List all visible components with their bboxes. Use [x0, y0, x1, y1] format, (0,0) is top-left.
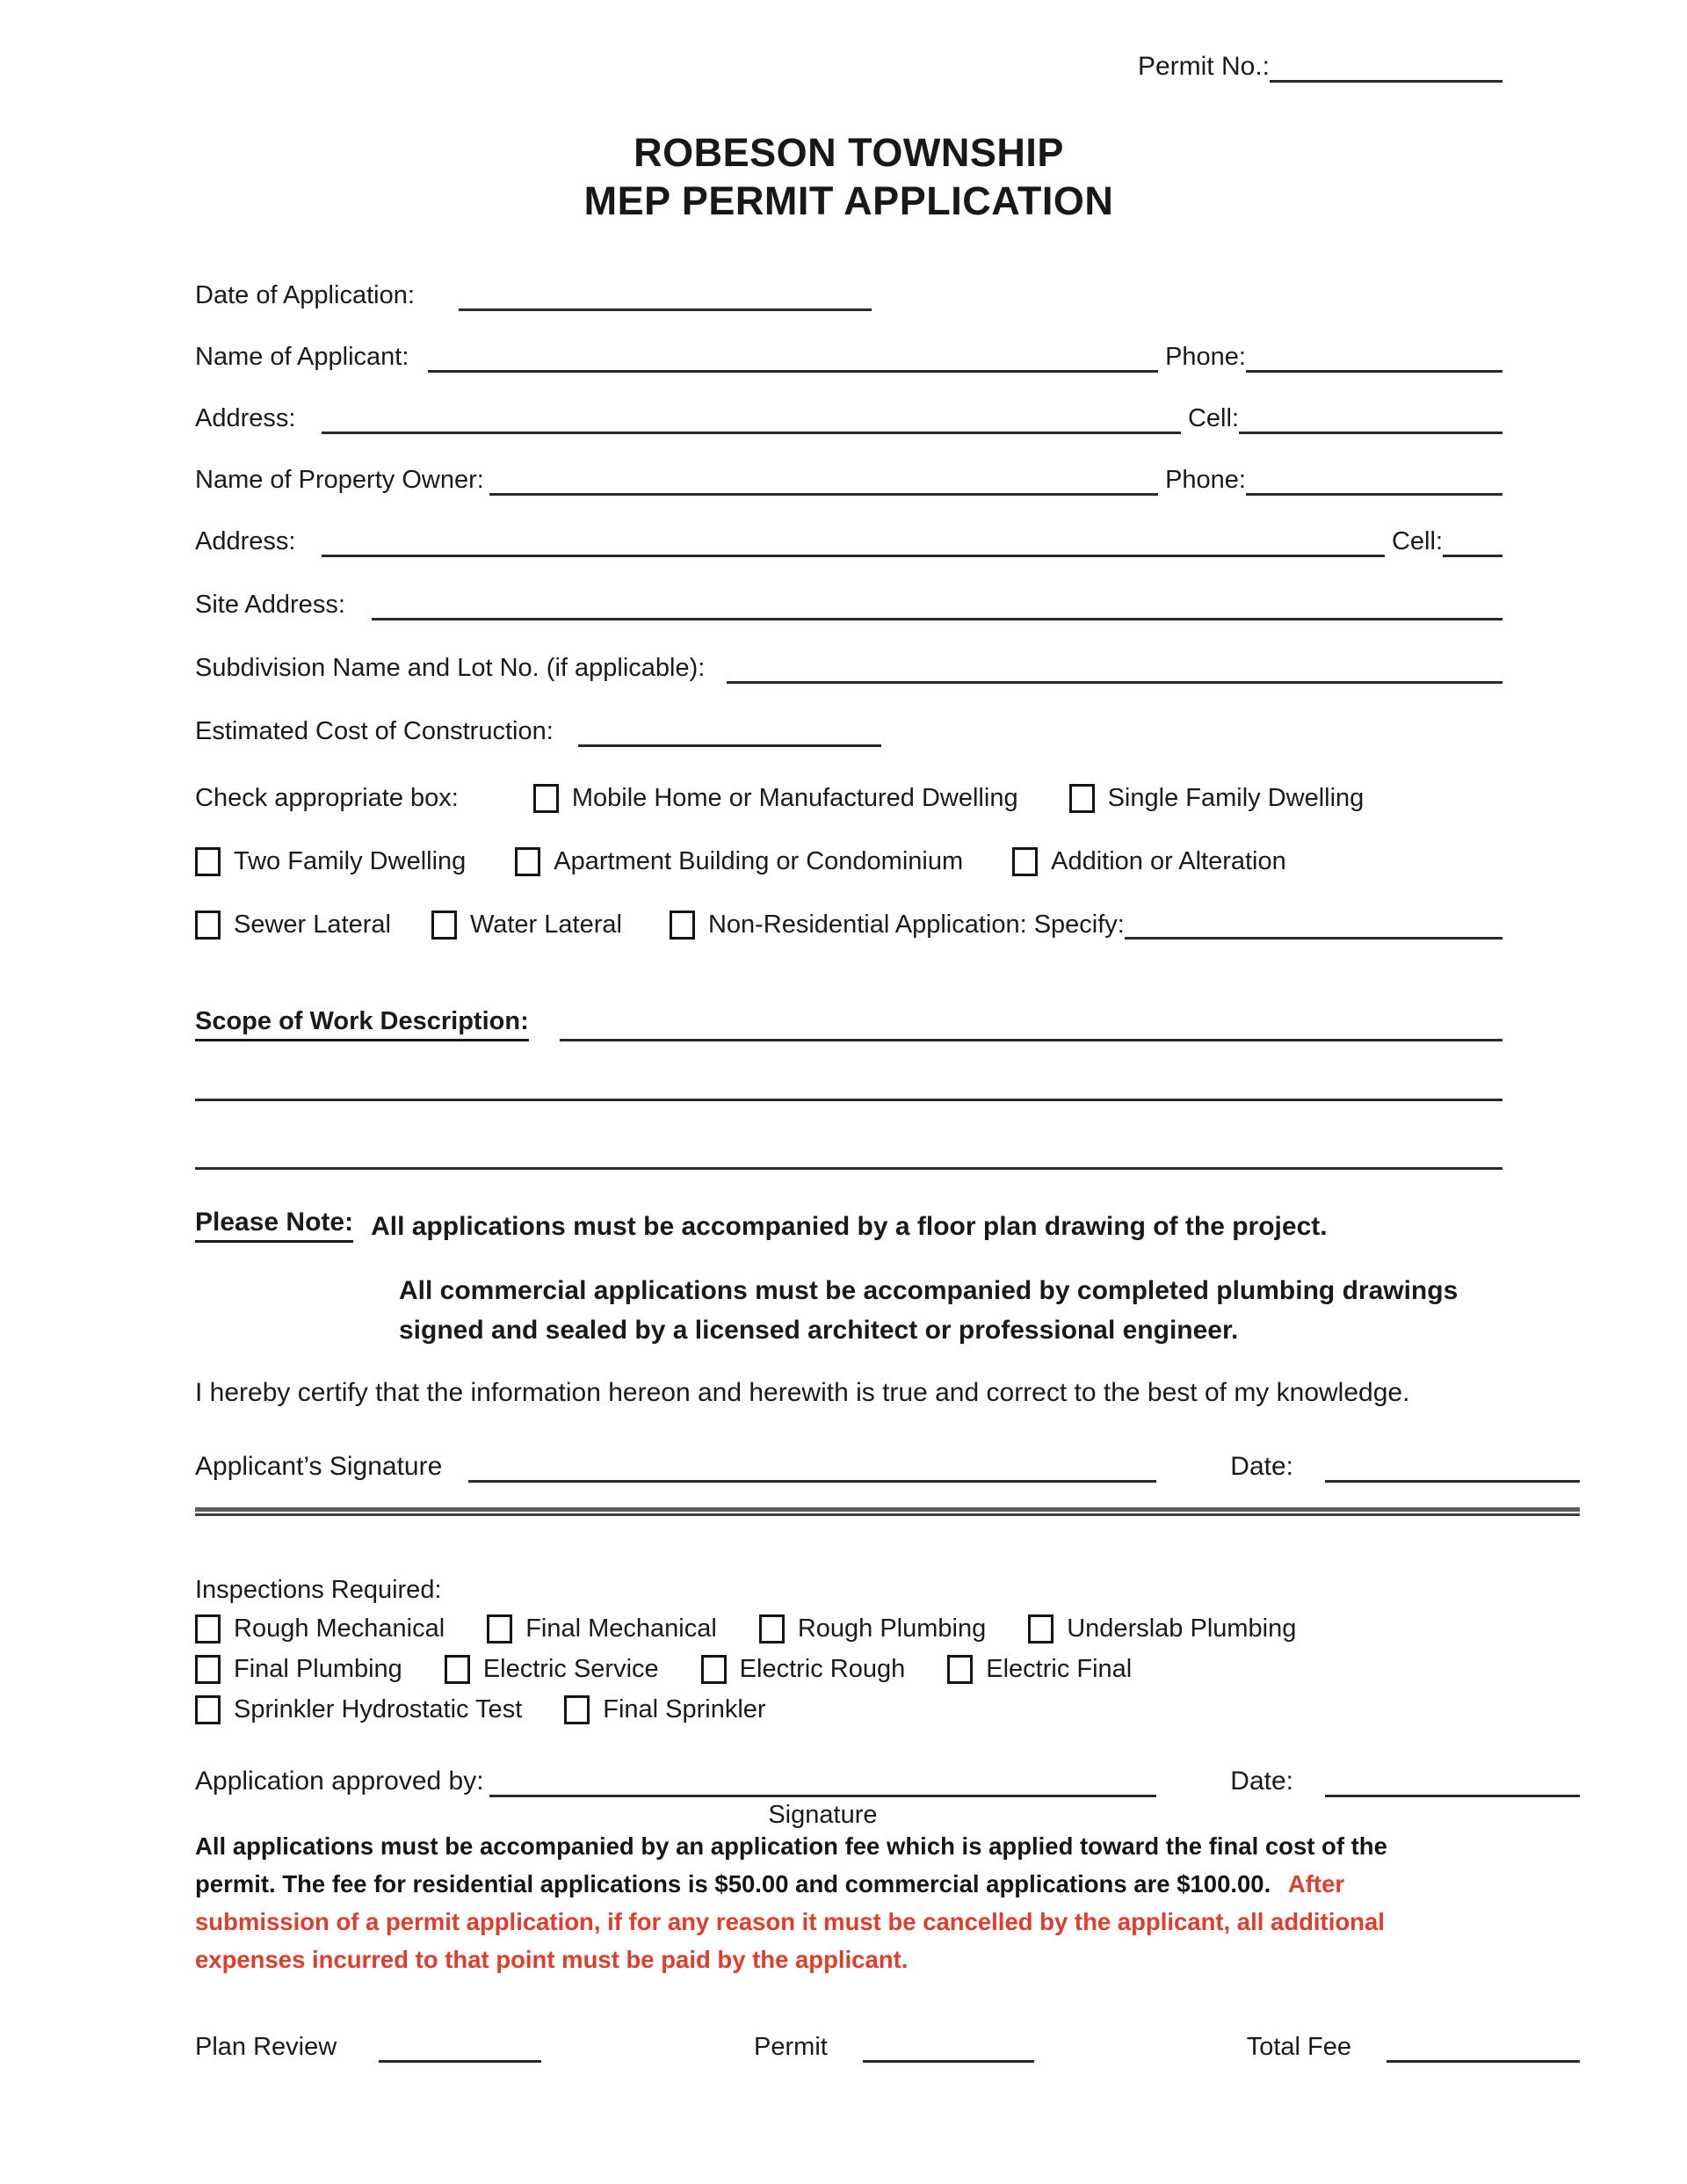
please-note-label: Please Note: — [195, 1207, 353, 1243]
applicant-address-row — [195, 403, 1502, 434]
approved-by-blank[interactable] — [489, 1795, 1157, 1829]
checkbox-non-residential-application[interactable] — [670, 911, 695, 940]
checkbox-label-electric-final: Electric Final — [986, 1655, 1133, 1683]
checkbox-mobile-home-or-manufactured-dwelling[interactable] — [533, 784, 559, 813]
checkbox-final-sprinkler[interactable] — [564, 1695, 590, 1724]
applicant-signature-blank[interactable] — [468, 1480, 1156, 1483]
section-divider — [195, 1507, 1580, 1516]
subdivision-blank[interactable] — [727, 681, 1502, 684]
owner-address-blank[interactable] — [322, 555, 1385, 557]
owner-phone-blank[interactable] — [1246, 493, 1502, 496]
approved-by-label: Application approved by: — [195, 1767, 484, 1796]
checkbox-label-water-lateral: Water Lateral — [469, 911, 622, 939]
permit-fee-blank[interactable] — [863, 2060, 1034, 2063]
inspections-row-1 — [195, 1611, 1502, 1646]
fee-footer-row — [195, 2031, 1580, 2063]
checkbox-label-two-family: Two Family Dwelling — [234, 847, 467, 875]
checkbox-single-family-dwelling[interactable] — [1069, 784, 1095, 813]
inspections-title: Inspections Required: — [195, 1576, 442, 1604]
checkbox-label-final-mechanical: Final Mechanical — [525, 1614, 717, 1643]
subdivision-row — [195, 652, 1502, 684]
plan-review-label: Plan Review — [195, 2033, 337, 2061]
checkbox-two-family-dwelling[interactable] — [195, 847, 221, 876]
owner-cell-label: Cell: — [1391, 527, 1443, 555]
checkbox-electric-final[interactable] — [947, 1655, 973, 1684]
check-row-2 — [195, 844, 1502, 879]
scope-line-1[interactable] — [560, 1039, 1502, 1041]
checkbox-electric-rough[interactable] — [701, 1655, 727, 1684]
owner-cell-blank[interactable] — [1443, 555, 1502, 557]
property-owner-label: Name of Property Owner: — [195, 466, 484, 494]
checkbox-label-sewer-lateral: Sewer Lateral — [234, 911, 391, 939]
check-prompt-label: Check appropriate box: — [195, 784, 459, 812]
checkbox-final-plumbing[interactable] — [195, 1655, 221, 1684]
applicant-cell-blank[interactable] — [1239, 432, 1502, 434]
form-title — [195, 128, 1502, 225]
permit-no-blank[interactable] — [1270, 80, 1502, 83]
site-address-blank[interactable] — [372, 618, 1502, 620]
checkbox-water-lateral[interactable] — [431, 911, 457, 940]
permit-no-label: Permit No.: — [1137, 52, 1270, 81]
scope-of-work-label: Scope of Work Description: — [195, 1005, 529, 1041]
checkbox-label-electric-rough: Electric Rough — [739, 1655, 906, 1683]
checkbox-apartment-building-or-condominium[interactable] — [515, 847, 540, 876]
site-address-label: Site Address: — [195, 591, 345, 619]
permit-no-row — [195, 51, 1502, 83]
checkbox-label-final-sprinkler: Final Sprinkler — [603, 1695, 766, 1723]
please-note-line1: All applications must be accompanied by a floor plan drawing of the project. — [371, 1212, 1328, 1241]
checkbox-label-final-plumbing: Final Plumbing — [234, 1655, 402, 1683]
fee-note-red-text: After submission of a permit application, if for any reason it must be cancelled by the applicant, all additional expenses incurred to that point must be paid by the applicant. — [195, 1870, 1385, 1973]
owner-address-label: Address: — [195, 527, 296, 555]
approval-row — [195, 1766, 1580, 1829]
permit-fee-label: Permit — [754, 2033, 828, 2061]
total-fee-label: Total Fee — [1246, 2033, 1351, 2061]
checkbox-label-apartment: Apartment Building or Condominium — [554, 847, 964, 875]
checkbox-label-non-residential: Non-Residential Application: Specify: — [707, 911, 1125, 939]
checkbox-addition-or-alteration[interactable] — [1012, 847, 1038, 876]
applicant-signature-label: Applicant’s Signature — [195, 1452, 443, 1481]
check-row-1 — [195, 780, 1502, 816]
name-of-applicant-label: Name of Applicant: — [195, 343, 409, 371]
applicant-signature-row — [195, 1451, 1580, 1483]
subdivision-label: Subdivision Name and Lot No. (if applicable): — [195, 654, 706, 682]
checkbox-label-single-family: Single Family Dwelling — [1107, 784, 1365, 812]
date-of-application-label: Date of Application: — [195, 281, 415, 309]
inspections-row-3 — [195, 1692, 1502, 1727]
form-title-line2: MEP PERMIT APPLICATION — [583, 178, 1114, 223]
applicant-address-blank[interactable] — [322, 432, 1181, 434]
total-fee-blank[interactable] — [1387, 2060, 1580, 2063]
scope-of-work-row — [195, 1005, 1502, 1041]
fee-note-black-text: All applications must be accompanied by an application fee which is applied toward the final cost of the permit. The fee for residential applications is $50.00 and commercial applications are $100.00. — [195, 1832, 1387, 1897]
checkbox-sewer-lateral[interactable] — [195, 911, 221, 940]
check-row-3 — [195, 907, 1502, 942]
checkbox-label-addition: Addition or Alteration — [1051, 847, 1286, 875]
checkbox-label-underslab-plumbing: Underslab Plumbing — [1067, 1614, 1297, 1643]
estimated-cost-row — [195, 715, 1502, 747]
property-owner-row — [195, 464, 1502, 496]
estimated-cost-label: Estimated Cost of Construction: — [195, 717, 554, 745]
site-address-row — [195, 589, 1502, 620]
checkbox-rough-mechanical[interactable] — [195, 1614, 221, 1643]
specify-blank[interactable] — [1125, 911, 1502, 940]
checkbox-label-sprinkler-hydrostatic-test: Sprinkler Hydrostatic Test — [234, 1695, 523, 1723]
checkbox-label-rough-mechanical: Rough Mechanical — [234, 1614, 445, 1643]
plan-review-blank[interactable] — [379, 2060, 541, 2063]
approval-signature-caption: Signature — [768, 1801, 878, 1829]
checkbox-label-mobile-home: Mobile Home or Manufactured Dwelling — [571, 784, 1018, 812]
approval-date-label: Date: — [1230, 1767, 1293, 1796]
checkbox-final-mechanical[interactable] — [487, 1614, 512, 1643]
please-note-row — [195, 1207, 1502, 1243]
signature-date-label: Date: — [1230, 1452, 1293, 1481]
form-title-line1: ROBESON TOWNSHIP — [634, 130, 1064, 175]
scope-line-2[interactable] — [195, 1096, 1502, 1101]
please-note-para2: All commercial applications must be accompanied by completed plumbing drawings signed and sealed by a licensed architect or professional engineer. — [399, 1276, 1459, 1345]
applicant-phone-label: Phone: — [1165, 343, 1246, 371]
applicant-address-label: Address: — [195, 404, 296, 432]
name-of-applicant-blank[interactable] — [428, 370, 1158, 373]
owner-phone-label: Phone: — [1165, 466, 1246, 494]
checkbox-label-rough-plumbing: Rough Plumbing — [797, 1614, 987, 1643]
scope-line-3[interactable] — [195, 1165, 1502, 1170]
owner-address-row — [195, 526, 1502, 557]
checkbox-label-electric-service: Electric Service — [482, 1655, 659, 1683]
checkbox-electric-service[interactable] — [445, 1655, 470, 1684]
applicant-cell-label: Cell: — [1187, 404, 1239, 432]
checkbox-underslab-plumbing[interactable] — [1028, 1614, 1053, 1643]
inspections-row-2 — [195, 1651, 1502, 1687]
name-of-applicant-row — [195, 341, 1502, 373]
certification-text: I hereby certify that the information hereon and herewith is true and correct to the best of my knowledge. — [195, 1378, 1410, 1407]
date-of-application-blank[interactable] — [459, 308, 872, 311]
estimated-cost-blank[interactable] — [578, 744, 881, 747]
date-of-application-row — [195, 279, 1502, 311]
checkbox-rough-plumbing[interactable] — [759, 1614, 785, 1643]
approval-date-blank[interactable] — [1325, 1795, 1580, 1797]
applicant-phone-blank[interactable] — [1246, 370, 1502, 373]
fee-note — [195, 1827, 1473, 1978]
checkbox-sprinkler-hydrostatic-test[interactable] — [195, 1695, 221, 1724]
property-owner-blank[interactable] — [489, 493, 1158, 496]
signature-date-blank[interactable] — [1325, 1480, 1580, 1483]
